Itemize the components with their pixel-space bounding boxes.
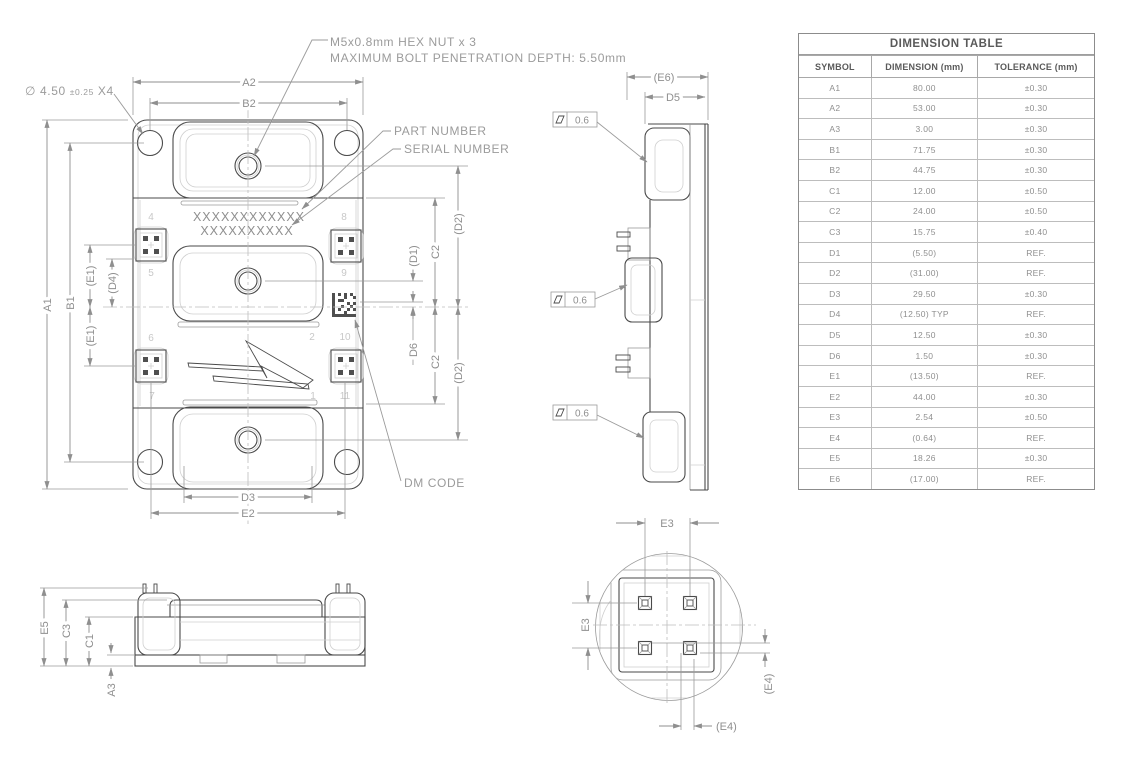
flatness-value: 0.6 [575, 408, 589, 420]
dim-d4: (D4) [106, 272, 119, 294]
table-row [799, 160, 1094, 181]
table-row [799, 263, 1094, 284]
cell-dimension: (13.50) [871, 366, 977, 387]
cell-dimension: 18.26 [871, 448, 977, 469]
flatness-callout-bottom [553, 405, 644, 438]
cell-symbol: C1 [799, 180, 871, 201]
hole-diameter-callout [25, 84, 114, 98]
flatness-value: 0.6 [575, 115, 589, 127]
cell-dimension: (0.64) [871, 428, 977, 449]
cell-dimension: 71.75 [871, 139, 977, 160]
table-row [799, 242, 1094, 263]
table-row [799, 180, 1094, 201]
table-row [799, 222, 1094, 243]
dim-e6: (E6) [653, 72, 675, 84]
cell-tolerance: REF. [978, 263, 1094, 284]
col-header-tolerance: TOLERANCE (mm) [978, 56, 1094, 78]
cell-tolerance: ±0.30 [978, 160, 1094, 181]
table-row [799, 119, 1094, 140]
dim-c1: C1 [83, 633, 96, 649]
dim-e1-bottom: (E1) [84, 325, 97, 347]
cell-tolerance: REF. [978, 428, 1094, 449]
cell-tolerance: REF. [978, 469, 1094, 489]
table-row [799, 78, 1094, 99]
cell-tolerance: ±0.30 [978, 325, 1094, 346]
col-header-dimension: DIMENSION (mm) [871, 56, 977, 78]
cell-symbol: D4 [799, 304, 871, 325]
cell-dimension: (12.50) TYP [871, 304, 977, 325]
dim-d1: (D1) [407, 245, 420, 267]
cell-symbol: D1 [799, 242, 871, 263]
hole-qty: X4 [93, 84, 114, 98]
cell-dimension: 53.00 [871, 98, 977, 119]
dim-d3: D3 [240, 492, 256, 504]
dim-c2-top: C2 [429, 244, 442, 260]
table-row [799, 139, 1094, 160]
slot [178, 322, 319, 327]
table-row [799, 428, 1094, 449]
dim-e4-vertical: (E4) [762, 673, 775, 695]
hole-tol: ±0.25 [69, 87, 94, 97]
slot [183, 400, 317, 405]
table-row [799, 345, 1094, 366]
cell-symbol: D2 [799, 263, 871, 284]
pin-number-7: 7 [149, 391, 155, 402]
flatness-callout-middle [551, 285, 627, 307]
cell-symbol: E3 [799, 407, 871, 428]
hole-dia: ∅ 4.50 [25, 84, 70, 98]
cell-symbol: C2 [799, 201, 871, 222]
dim-e4-horizontal: (E4) [716, 721, 737, 733]
pin-number-6: 6 [148, 333, 154, 344]
signal-connector-bottom-left [134, 348, 168, 384]
cell-dimension: (31.00) [871, 263, 977, 284]
table-row [799, 98, 1094, 119]
cell-dimension: 1.50 [871, 345, 977, 366]
flatness-value: 0.6 [573, 295, 587, 307]
pin-number-9: 9 [341, 268, 347, 279]
pin-number-1: 1 [310, 391, 316, 402]
table-row [799, 283, 1094, 304]
cell-symbol: A2 [799, 98, 871, 119]
dim-a1: A1 [41, 298, 54, 312]
table-row [799, 201, 1094, 222]
detail-pin-4 [684, 642, 697, 655]
cell-symbol: D6 [799, 345, 871, 366]
cell-tolerance: REF. [978, 366, 1094, 387]
dm-code [332, 293, 356, 317]
side-view [551, 72, 708, 490]
cell-symbol: E1 [799, 366, 871, 387]
table-row [799, 325, 1094, 346]
bottom-elevation-view [39, 584, 365, 697]
hex-nut-note: M5x0.8mm HEX NUT x 3 [330, 35, 477, 49]
cell-symbol: E4 [799, 428, 871, 449]
part-number-text: XXXXXXXXXXXX [192, 210, 306, 224]
cell-symbol: E2 [799, 386, 871, 407]
cell-tolerance: ±0.30 [978, 139, 1094, 160]
dim-e5: E5 [38, 621, 51, 635]
cell-dimension: (5.50) [871, 242, 977, 263]
dim-a2: A2 [242, 77, 256, 89]
cell-tolerance: ±0.30 [978, 345, 1094, 366]
pin-number-5: 5 [148, 268, 154, 279]
dim-e2: E2 [241, 508, 255, 520]
cell-symbol: B1 [799, 139, 871, 160]
cell-symbol: C3 [799, 222, 871, 243]
dimension-table-grid [799, 55, 1094, 489]
pin-number-2: 2 [309, 332, 315, 343]
detail-view [560, 518, 775, 733]
cell-dimension: (17.00) [871, 469, 977, 489]
cell-symbol: E6 [799, 469, 871, 489]
table-row [799, 366, 1094, 387]
cell-tolerance: ±0.30 [978, 283, 1094, 304]
dim-d2-top: (D2) [452, 213, 465, 235]
dim-e3-horizontal: E3 [660, 518, 674, 530]
cell-tolerance: ±0.30 [978, 98, 1094, 119]
dm-code-label: DM CODE [404, 476, 465, 490]
cell-symbol: A1 [799, 78, 871, 99]
cell-symbol: D5 [799, 325, 871, 346]
table-header-row [799, 56, 1094, 78]
dim-e1-top: (E1) [84, 265, 97, 287]
dim-b1: B1 [64, 296, 77, 310]
dim-a3: A3 [105, 683, 118, 697]
serial-number-label: SERIAL NUMBER [404, 142, 510, 156]
table-row [799, 304, 1094, 325]
dim-c2-bottom: C2 [429, 354, 442, 370]
cell-dimension: 80.00 [871, 78, 977, 99]
dim-b2: B2 [242, 98, 256, 110]
cell-dimension: 15.75 [871, 222, 977, 243]
cell-tolerance: ±0.50 [978, 201, 1094, 222]
cell-tolerance: ±0.30 [978, 448, 1094, 469]
front-view [103, 104, 470, 524]
mount-hole-top-right [335, 131, 360, 156]
cell-tolerance: ±0.30 [978, 386, 1094, 407]
cell-dimension: 12.50 [871, 325, 977, 346]
pin-number-4: 4 [148, 212, 154, 223]
table-row [799, 407, 1094, 428]
part-number-label: PART NUMBER [394, 124, 487, 138]
cell-dimension: 2.54 [871, 407, 977, 428]
cell-dimension: 12.00 [871, 180, 977, 201]
dim-d5: D5 [665, 92, 681, 104]
cell-tolerance: REF. [978, 242, 1094, 263]
dim-d6: D6 [407, 342, 420, 358]
cell-symbol: D3 [799, 283, 871, 304]
cell-dimension: 44.75 [871, 160, 977, 181]
cell-tolerance: ±0.30 [978, 119, 1094, 140]
cell-tolerance: ±0.40 [978, 222, 1094, 243]
slot [181, 201, 298, 205]
dim-d2-bottom: (D2) [452, 362, 465, 384]
table-row [799, 386, 1094, 407]
table-row [799, 469, 1094, 489]
table-row [799, 448, 1094, 469]
cell-tolerance: ±0.50 [978, 407, 1094, 428]
mount-hole-bottom-right [335, 450, 360, 475]
detail-pin-2 [684, 597, 697, 610]
cell-dimension: 29.50 [871, 283, 977, 304]
signal-connector-top-left [134, 227, 168, 263]
dimension-table [798, 33, 1095, 490]
dimension-table-title: DIMENSION TABLE [799, 34, 1094, 55]
bolt-depth-note: MAXIMUM BOLT PENETRATION DEPTH: 5.50mm [330, 51, 627, 65]
serial-number-text: XXXXXXXXXX [200, 224, 294, 238]
pin-number-11: 11 [339, 391, 351, 402]
cell-tolerance: ±0.50 [978, 180, 1094, 201]
flatness-callout-top [553, 112, 647, 162]
pin-number-10: 10 [339, 332, 351, 343]
cell-symbol: B2 [799, 160, 871, 181]
cell-tolerance: ±0.30 [978, 78, 1094, 99]
cell-dimension: 3.00 [871, 119, 977, 140]
dim-e3-vertical: E3 [579, 618, 592, 632]
col-header-symbol: SYMBOL [799, 56, 871, 78]
cell-dimension: 44.00 [871, 386, 977, 407]
pin-number-8: 8 [341, 212, 347, 223]
cell-symbol: A3 [799, 119, 871, 140]
dim-c3: C3 [60, 623, 73, 639]
cell-symbol: E5 [799, 448, 871, 469]
detail-pin-1 [639, 597, 652, 610]
brand-arrow-logo [188, 341, 313, 389]
cell-tolerance: REF. [978, 304, 1094, 325]
detail-pin-3 [639, 642, 652, 655]
cell-dimension: 24.00 [871, 201, 977, 222]
